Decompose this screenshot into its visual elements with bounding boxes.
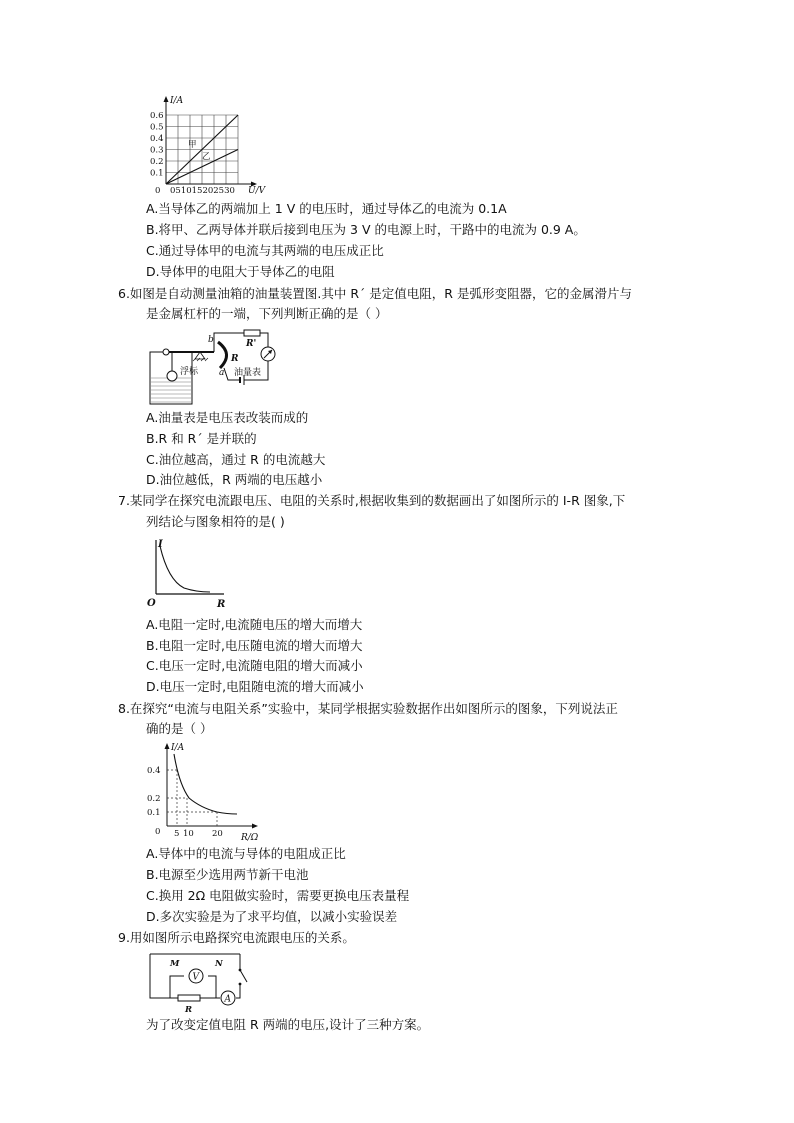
q5-option-a: A.当导体乙的两端加上 1 V 的电压时，通过导体乙的电流为 0.1A bbox=[146, 201, 507, 216]
q7-stem-line2: 列结论与图象相符的是( ) bbox=[146, 514, 285, 529]
q5-option-c: C.通过导体甲的电流与其两端的电压成正比 bbox=[146, 243, 384, 258]
q7-option-d: D.电压一定时,电阻随电流的增大而减小 bbox=[146, 679, 364, 694]
q7-option-a: A.电阻一定时,电流随电压的增大而增大 bbox=[146, 617, 363, 632]
y-tick: 0.1 bbox=[147, 808, 161, 818]
q8-stem-line2: 确的是（ ） bbox=[146, 721, 213, 736]
voltmeter-label: V bbox=[192, 972, 199, 983]
q9-text-after: 为了改变定值电阻 R 两端的电压,设计了三种方案。 bbox=[146, 1017, 430, 1032]
fixed-resistor bbox=[244, 330, 260, 336]
origin-label: 0 bbox=[155, 827, 161, 837]
ammeter-label: A bbox=[224, 994, 231, 1005]
q6-oil-gauge-diagram bbox=[148, 328, 278, 406]
ir-curve bbox=[160, 546, 210, 592]
y-axis-label: I bbox=[158, 539, 163, 550]
label-R: R bbox=[231, 354, 239, 364]
q6-option-b: B.R 和 R´ 是并联的 bbox=[146, 431, 257, 446]
x-tick: 10 bbox=[183, 829, 194, 839]
q7-stem-line1: 7.某同学在探究电流跟电压、电阻的关系时,根据收集到的数据画出了如图所示的 I-R 图象,下 bbox=[118, 493, 626, 508]
origin-label: 0 bbox=[155, 186, 161, 196]
resistor-label: R bbox=[185, 1005, 193, 1014]
q6-option-d: D.油位越低，R 两端的电压越小 bbox=[146, 472, 323, 487]
y-tick: 0.5 bbox=[150, 122, 164, 133]
y-tick: 0.3 bbox=[150, 145, 164, 156]
label-N: N bbox=[215, 959, 223, 969]
y-tick: 0.2 bbox=[150, 157, 164, 167]
meter-label: 油量表 bbox=[234, 368, 262, 378]
x-axis-label: R/Ω bbox=[241, 833, 259, 843]
x-axis-label: R bbox=[217, 599, 226, 610]
q8-ir-graph bbox=[145, 740, 265, 843]
float-ball bbox=[167, 371, 177, 381]
q7-option-c: C.电压一定时,电流随电阻的增大而减小 bbox=[146, 658, 363, 673]
q9-stem-line1: 9.用如图所示电路探究电流跟电压的关系。 bbox=[118, 930, 355, 945]
label-R-prime: R' bbox=[246, 339, 257, 349]
y-tick: 0.1 bbox=[150, 168, 164, 179]
y-tick: 0.6 bbox=[150, 111, 164, 121]
q8-option-d: D.多次实验是为了求平均值，以减小实验误差 bbox=[146, 909, 398, 924]
y-tick: 0.4 bbox=[147, 766, 161, 776]
origin-label: O bbox=[147, 598, 156, 609]
resistor-R bbox=[178, 995, 200, 1001]
q5-option-b: B.将甲、乙两导体并联后接到电压为 3 V 的电源上时，干路中的电流为 0.9 A。 bbox=[146, 222, 586, 237]
label-M: M bbox=[170, 959, 180, 969]
q7-ir-graph bbox=[144, 536, 234, 610]
y-tick: 0.2 bbox=[147, 794, 161, 804]
q7-option-b: B.电阻一定时,电压随电流的增大而增大 bbox=[146, 638, 363, 653]
x-tick-labels: 051015202530 bbox=[170, 186, 235, 196]
y-tick: 0.4 bbox=[150, 134, 164, 144]
q8-option-c: C.换用 2Ω 电阻做实验时，需要更换电压表量程 bbox=[146, 888, 410, 903]
x-axis-label: U/V bbox=[248, 186, 266, 196]
q6-option-c: C.油位越高，通过 R 的电流越大 bbox=[146, 452, 326, 467]
label-jia: 甲 bbox=[188, 140, 197, 150]
x-tick: 5 bbox=[174, 829, 180, 839]
y-axis-label: I/A bbox=[170, 96, 184, 106]
q8-option-a: A.导体中的电流与导体的电阻成正比 bbox=[146, 846, 346, 861]
q8-stem-line1: 8.在探究“电流与电阻关系”实验中，某同学根据实验数据作出如图所示的图象，下列说法正 bbox=[118, 701, 618, 716]
x-tick: 20 bbox=[212, 829, 223, 839]
q8-option-b: B.电源至少选用两节新干电池 bbox=[146, 867, 309, 882]
switch bbox=[240, 970, 247, 982]
label-a: a bbox=[219, 368, 225, 378]
q6-stem-line2: 是金属杠杆的一端，下列判断正确的是（ ） bbox=[146, 306, 388, 321]
ir-curve bbox=[174, 754, 237, 814]
q5-iu-graph bbox=[150, 93, 275, 196]
q6-option-a: A.油量表是电压表改装而成的 bbox=[146, 410, 309, 425]
arc-resistor bbox=[218, 342, 227, 368]
q9-circuit-diagram bbox=[148, 950, 258, 1014]
float-label: 浮标 bbox=[180, 367, 199, 377]
label-yi: 乙 bbox=[202, 152, 211, 162]
label-b: b bbox=[208, 335, 214, 345]
q6-stem-line1: 6.如图是自动测量油箱的油量装置图.其中 R´ 是定值电阻，R 是弧形变阻器，它的金属滑片与 bbox=[118, 286, 632, 301]
y-axis-label: I/A bbox=[171, 743, 185, 753]
q5-option-d: D.导体甲的电阻大于导体乙的电阻 bbox=[146, 264, 335, 279]
